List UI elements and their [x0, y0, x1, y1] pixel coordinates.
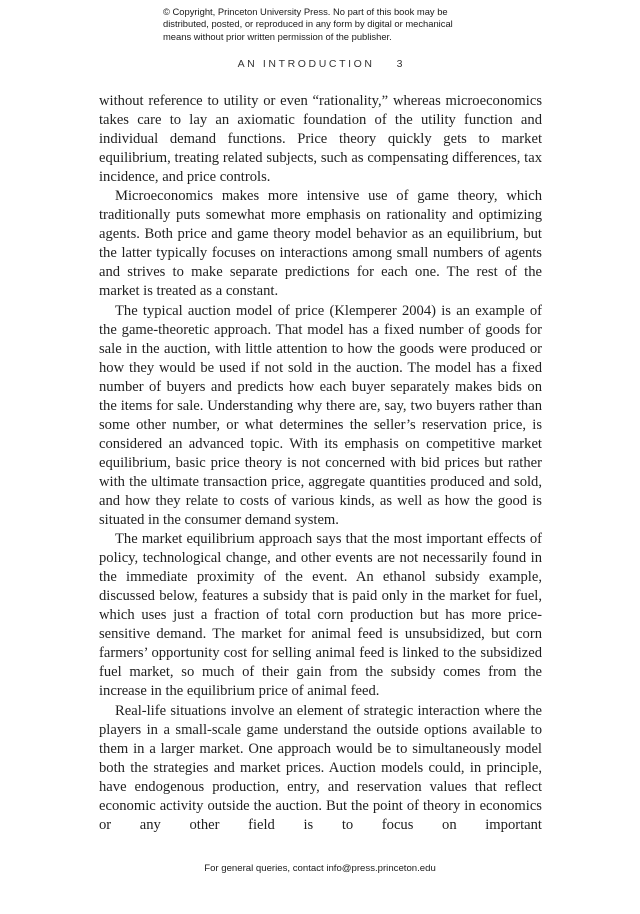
paragraph: Microeconomics makes more intensive use of game theory, which traditionally puts somewhat more emphasis on rationality and optimizing agents. Both price and game theory model behavior as an equilibrium, but the latter typically focuses on interactions among small numbers of agents and strives to make separate predictions for each one. The rest of the market is treated as a constant. — [99, 188, 542, 300]
paragraph: The typical auction model of price (Klemperer 2004) is an example of the game-theoretic approach. That model has a fixed number of goods for sale in the auction, with little attention to how the goods were produced or how they would be used if not sold in the auction. The model has a fixed number of buyers and predicts how each buyer separately makes bids on the items for sale. Understanding why there are, say, two buyers rather than some other number, or what determines the seller’s reservation price, is considered an advanced topic. With its emphasis on competitive market equilibrium, basic price theory is not concerned with bid prices but rather with the ultimate transaction price, aggregate quantities produced and sold, and how they relate to costs of various kinds, as well as how the good is situated in the consumer demand system. — [99, 302, 542, 529]
body-text — [99, 92, 542, 835]
copyright-notice — [163, 6, 493, 43]
paragraph: without reference to utility or even “rationality,” whereas microeconomics takes care to lay an axiomatic foundation of the utility function and individual demand functions. Price theory quickly gets to market equilibrium, treating related subjects, such as compensating differences, tax incidence, and price controls. — [99, 93, 542, 186]
running-head — [0, 58, 640, 70]
paragraph: The market equilibrium approach says that the most important effects of policy, technological change, and other events are not necessarily found in the immediate proximity of the event. An ethanol subsidy example, discussed below, features a subsidy that is paid only in the market for fuel, which uses just a fraction of total corn production but has more price-sensitive demand. The market for animal feed is unsubsidized, but corn farmers’ opportunity cost for selling animal feed is linked to the subsidized fuel market, so much of their gain from the subsidy comes from the increase in the equilibrium price of animal feed. — [99, 531, 542, 700]
copyright-line: © Copyright, Princeton University Press. No part of this book may be — [163, 6, 448, 17]
page-number: 3 — [396, 58, 403, 70]
copyright-line: means without prior written permission of the publisher. — [163, 30, 392, 42]
footer-contact: For general queries, contact info@press.princeton.edu — [204, 863, 436, 874]
paragraph: Real-life situations involve an element of strategic interaction where the players in a small-scale game understand the outside options available to them in a larger market. One approach would be to simultaneously model both the strategies and market prices. Auction models could, in principle, have endogenous production, entry, and reservation values that reflect economic activity outside the auction. But the point of theory in economics or any other field is to focus on important — [99, 702, 542, 833]
running-head-title: AN INTRODUCTION — [237, 58, 375, 70]
copyright-line: distributed, posted, or reproduced in any form by digital or mechanical — [163, 18, 453, 30]
